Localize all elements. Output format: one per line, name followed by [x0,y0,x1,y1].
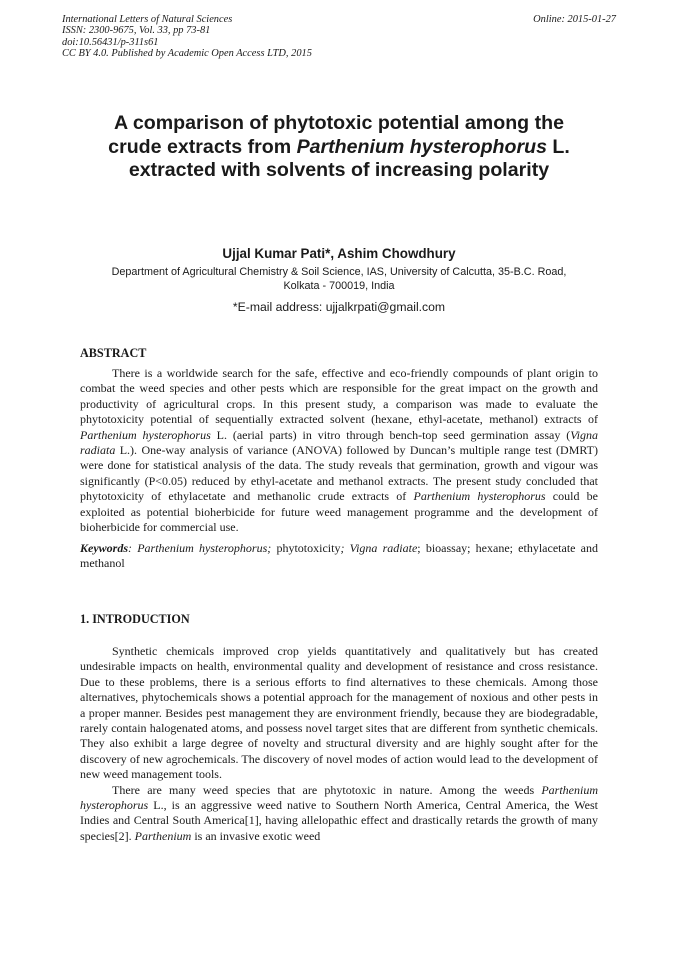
license: CC BY 4.0. Published by Academic Open Access LTD, 2015 [62,48,312,60]
abstract-species-2: Vigna radiata [80,427,598,458]
authors: Ujjal Kumar Pati*, Ashim Chowdhury [222,246,456,261]
keywords-k3: ; Vigna radiate [340,541,418,555]
abstract-p3: L.). One-way analysis of variance (ANOVA) followed by Duncan’s multiple range test (DMRT) were done for statistical analysis of the data. The study reveals that germination, growth and vigour was significantly (P<0.05) reduced by ethyl-acetate and methanol extracts. The present study concluded that phytotoxicity of ethylacetate and methanolic crude extracts of [80,443,598,504]
intro-paragraph-1: Synthetic chemicals improved crop yields quantitatively and qualitatively but has created undesirable impacts on health, environmental quality and development of resistance and cross resistance. Due to these problems, there is a serious efforts to find alternatives to these chemicals. Among those alternatives, phytochemicals shows a potential approach for the management of noxious and other pests in a proper manner. Besides pest management they are environment friendly, because they are biodegradable, rarely contain halogenated atoms, and possess novel target sites that are different from synthetic chemicals. They also exhibit a large degree of novelty and structural diversity and are highly sought after for the discovery of new agrochemicals. The discovery of novel modes of action would lead to the development of new weed management tools. [80,644,598,782]
keywords [80,541,598,572]
title-line-2a: crude extracts from [108,135,297,158]
abstract-text [80,366,598,535]
keywords-k4: ; bioassay; hexane; ethylacetate and methanol [80,541,599,571]
title-line-2c: L. [546,135,570,158]
keywords-label: Keywords [80,541,128,555]
abstract-p2: L. (aerial parts) in vitro through bench-top seed germination assay ( [210,427,571,442]
keywords-k2: phytotoxicity [271,541,341,555]
title-line-1: A comparison of phytotoxic potential among the [114,112,564,134]
email: *E-mail address: ujjalkrpati@gmail.com [232,300,446,314]
intro-p2c: is an invasive exotic weed [191,828,321,843]
journal-header [62,14,616,60]
abstract-p1: There is a worldwide search for the safe, effective and eco-friendly compounds of plant origin to combat the weed species and other pests which are responsible for the great impact on the growth and productivity of agricultural crops. In this present study, a comparison was made to evaluate the phytotoxicity potential of sequentially extracted solvent (hexane, ethyl-acetate, methanol) extracts of [80,366,598,427]
intro-p2b: L., is an aggressive weed native to Southern North America, Central America, the West Indies and Central South America[1], having allelopathic effect and drastically retards the growth of many species[2]. [80,798,598,843]
abstract-species-3: Parthenium hysterophorus [413,489,546,504]
affiliation-line-1: Department of Agricultural Chemistry & Soil Science, IAS, University of Calcutta, 35-B.C. Road, [111,266,567,278]
intro-heading: 1. INTRODUCTION [80,612,190,626]
intro-p2a: There are many weed species that are phytotoxic in nature. Among the weeds [112,782,542,797]
issn: ISSN: 2300-9675, Vol. 33, pp 73-81 [62,25,211,37]
title-line-2 [60,136,618,160]
abstract-heading: ABSTRACT [80,346,147,360]
journal-name: International Letters of Natural Sciences [62,14,233,25]
abstract-species-1: Parthenium hysterophorus [80,427,211,442]
paper-title [60,112,618,183]
intro-genus: Parthenium [134,828,192,843]
intro-text [80,644,598,844]
doi: doi:10.56431/p-311s61 [62,36,159,48]
intro-paragraph-2 [80,783,598,845]
title-species: Parthenium hysterophorus [296,135,547,158]
keywords-k1: : Parthenium hysterophorus; [128,541,272,555]
affiliation-line-2: Kolkata - 700019, India [283,279,395,292]
abstract-p4: could be exploited as potential bioherbicide for future weed management programme and the development of bioherbicide for commercial use. [80,489,598,535]
title-line-3: extracted with solvents of increasing polarity [128,159,550,181]
affiliation [90,266,588,293]
online-date: Online: 2015-01-27 [533,14,616,25]
intro-species: Parthenium hysterophorus [80,782,598,813]
